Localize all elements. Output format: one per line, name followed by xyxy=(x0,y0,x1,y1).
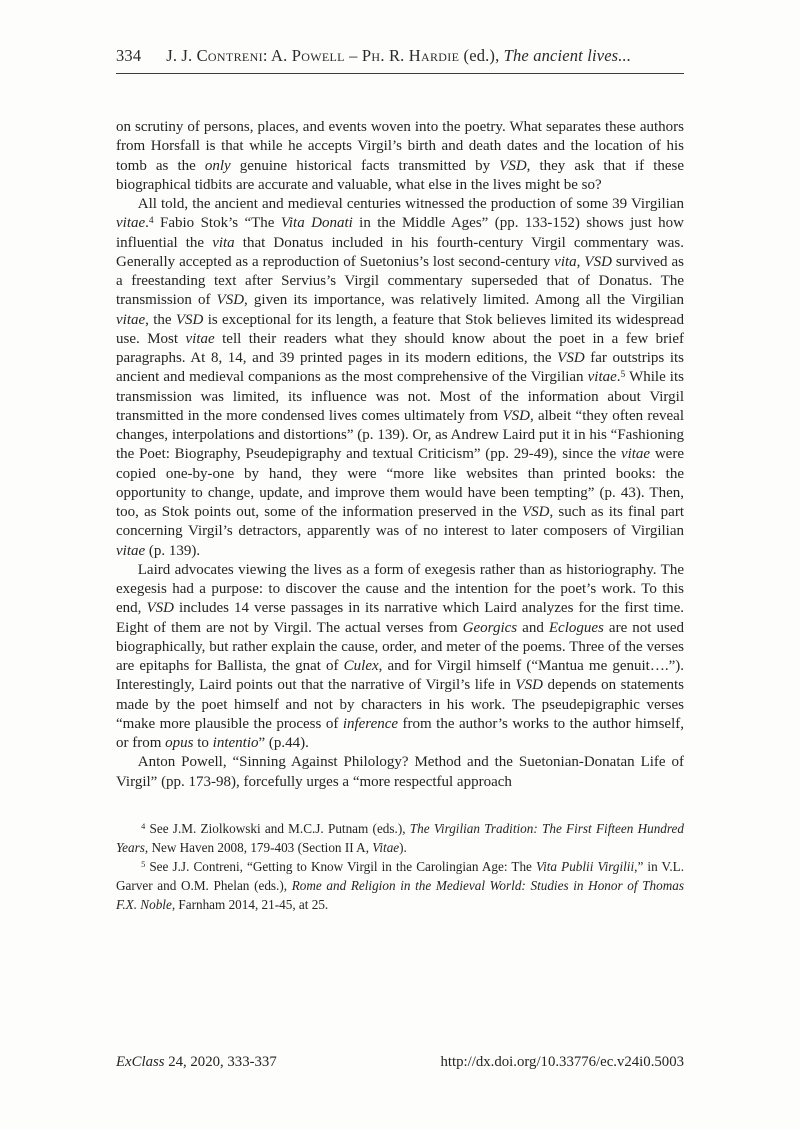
text-run: , such as its final part concerning Virgil’s detractors, apparently was of no interest to later composers of Virgilian xyxy=(116,504,684,540)
text-run: The Virgilian Tradition: The First Fifteen Hundred Years xyxy=(116,820,684,855)
text-run: vitae xyxy=(116,215,146,232)
text-run: VSD xyxy=(557,350,585,366)
text-run: Contreni xyxy=(196,46,263,65)
text-run: ExClass xyxy=(116,1054,165,1070)
text-run: Hardie xyxy=(408,46,460,65)
footnote xyxy=(116,857,684,914)
text-run: only xyxy=(204,157,231,174)
text-run: from the author’s works to the author himself, or from xyxy=(116,715,684,751)
text-run: VSD xyxy=(521,504,550,520)
page-footer xyxy=(116,1054,684,1071)
paragraph xyxy=(116,561,684,754)
text-run: , Farnham 2014, 21-45, at 25. xyxy=(171,896,329,912)
text-run: vitae xyxy=(620,446,651,463)
text-run: 24, 2020, 333-337 xyxy=(164,1054,277,1070)
text-run: All told, the ancient and medieval centuries witnessed the production of some 39 Virgilian xyxy=(137,196,684,212)
text-run: to xyxy=(193,735,213,751)
text-run: , xyxy=(576,253,585,270)
footnote-list xyxy=(116,819,684,914)
text-run: Powell xyxy=(291,46,345,65)
page-content xyxy=(116,46,684,914)
text-run: (p. 139). xyxy=(145,542,201,559)
text-run: The ancient lives... xyxy=(503,46,632,65)
text-run: depends on statements made by the poet himself and not by characters in his work. The pseudepigraphic verses “make more plausible the process of xyxy=(116,677,684,732)
text-run: Laird advocates viewing the lives as a form of exegesis rather than as historiography. The exegesis had a purpose: to discover the cause and the intention for the poet’s work. To this end, xyxy=(116,561,684,617)
text-run: intentio xyxy=(212,735,259,751)
paragraph xyxy=(116,753,684,792)
text-run: in the Middle Ages” (pp. 133-152) shows just how influential the xyxy=(116,215,685,251)
text-run: . xyxy=(145,215,149,232)
footnote xyxy=(116,819,684,857)
text-run: vitae xyxy=(185,330,215,347)
footnote-marker: 4 xyxy=(141,822,146,832)
text-run: tell their readers what they should know about the poet in a few brief paragraphs. At 8, 14, and 39 printed pages in its modern editions, the xyxy=(116,330,684,366)
text-run: VSD xyxy=(502,407,530,424)
body-paragraphs xyxy=(116,118,684,792)
text-run: Culex xyxy=(343,658,379,674)
text-run: , they ask that if these biographical tidbits are accurate and valuable, what else in the lives might be so? xyxy=(116,157,685,193)
text-run: Anton Powell, “Sinning Against Philology? Method and the Suetonian-Donatan Life of Virgil” (pp. 173-98), forcefully urges a “more respectful approach xyxy=(116,754,684,790)
footnote-marker: 5 xyxy=(141,860,146,870)
text-run: is exceptional for its length, a feature that Stok believes limited its widespread use. Most xyxy=(116,311,684,347)
text-run: . xyxy=(616,369,621,386)
text-run: vitae xyxy=(116,311,146,328)
text-run: See J.J. Contreni, “Getting to Know Virgil in the Carolingian Age: The xyxy=(145,858,537,874)
text-run: were copied one-by-one by hand, they were “more like websites than printed books: the opportunity to change, update, and improve them would have been tempting” (p. 43). Then, too, as Stok points out, some of the information preserved in the xyxy=(116,446,684,520)
text-run: on scrutiny of persons, places, and events woven into the poetry. What separates these authors from Horsfall is that while he accepts Virgil’s birth and death dates and the location of his tomb as the xyxy=(116,119,684,174)
text-run: , albeit “they often reveal changes, interpolations and distortions” (p. 139). Or, as Andrew Laird put it in his “Fashioning the Poet: Biography, Pseudepigraphy and textual Criticism” (pp. 29-49), since the xyxy=(116,407,684,463)
text-run: vitae xyxy=(116,542,146,559)
text-run: vitae xyxy=(587,369,617,386)
text-run: VSD xyxy=(175,311,204,328)
text-run: far outstrips its ancient and medieval companions as the most comprehensive of the Virgilian xyxy=(116,350,684,386)
text-run: VSD xyxy=(146,600,174,617)
text-run: VSD xyxy=(216,292,245,309)
text-run: Vita Publii Virgilii xyxy=(536,858,635,874)
text-run: J. J. xyxy=(166,46,197,65)
text-run: Vitae xyxy=(372,839,400,855)
text-run: , given its importance, was relatively limited. Among all the Virgilian xyxy=(244,292,684,309)
text-run: While its transmission was limited, its influence was not. Most of the information about Virgil transmitted in the more condensed lives comes ultimately from xyxy=(116,369,684,424)
page-number: 334 xyxy=(116,46,142,65)
text-run: Rome and Religion in the Medieval World: Studies in Honor of Thomas F.X. Noble xyxy=(116,877,684,912)
text-run: survived as a freestanding text after Servius’s Virgil commentary superseded that of Donatus. The transmission of xyxy=(116,253,685,309)
text-run: . R. xyxy=(380,46,409,65)
text-run: Georgics xyxy=(462,619,518,636)
text-run: , New Haven 2008, 179-403 (Section II A, xyxy=(144,839,373,855)
text-run: , and for Virgil himself (“Mantua me genuit….”). Interestingly, Laird points out that the narrative of Virgil’s life in xyxy=(116,658,684,694)
doi-link[interactable]: http://dx.doi.org/10.33776/ec.v24i0.5003 xyxy=(440,1054,684,1070)
journal-citation xyxy=(116,1054,277,1071)
paragraph xyxy=(116,195,684,561)
text-run: opus xyxy=(165,735,194,751)
text-run: Eclogues xyxy=(548,619,604,636)
text-run: Fabio Stok’s “The xyxy=(153,215,281,232)
text-run: inference xyxy=(342,715,399,732)
text-run: VSD xyxy=(515,677,543,694)
text-run: , the xyxy=(145,311,176,328)
text-run: that Donatus included in his fourth-century Virgil commentary was. Generally accepted as a reproduction of Suetonius’s lost second-century xyxy=(116,234,684,270)
text-run: are not used biographically, but rather explain the cause, order, and meter of the poems. Three of the verses are epitaphs for Ballista, the gnat of xyxy=(116,619,684,674)
text-run: VSD xyxy=(584,253,612,270)
text-run: vita xyxy=(212,234,235,251)
text-run: See J.M. Ziolkowski and M.C.J. Putnam (eds.), xyxy=(145,820,410,836)
text-run: and xyxy=(517,619,549,636)
text-run: (ed.), xyxy=(459,46,504,65)
text-run: includes 14 verse passages in its narrative which Laird analyzes for the first time. Eight of them are not by Virgil. The actual verses from xyxy=(116,600,684,636)
running-header xyxy=(116,46,684,66)
text-run: – xyxy=(344,46,362,65)
footnote-marker: 4 xyxy=(148,216,154,227)
text-run: genuine historical facts transmitted by xyxy=(230,157,500,174)
paragraph xyxy=(116,118,684,195)
text-run: ” (p.44). xyxy=(258,735,309,751)
text-run: VSD xyxy=(499,157,527,174)
running-title xyxy=(166,46,631,66)
text-run: Ph xyxy=(361,46,381,65)
header-rule xyxy=(116,73,684,74)
text-run: : A. xyxy=(262,46,292,65)
text-run: ). xyxy=(399,839,407,855)
text-run: ,” in V.L. Garver and O.M. Phelan (eds.), xyxy=(116,858,685,893)
text-run: Vita Donati xyxy=(280,215,353,232)
footnote-marker: 5 xyxy=(620,370,626,381)
text-run: vita xyxy=(554,253,577,270)
